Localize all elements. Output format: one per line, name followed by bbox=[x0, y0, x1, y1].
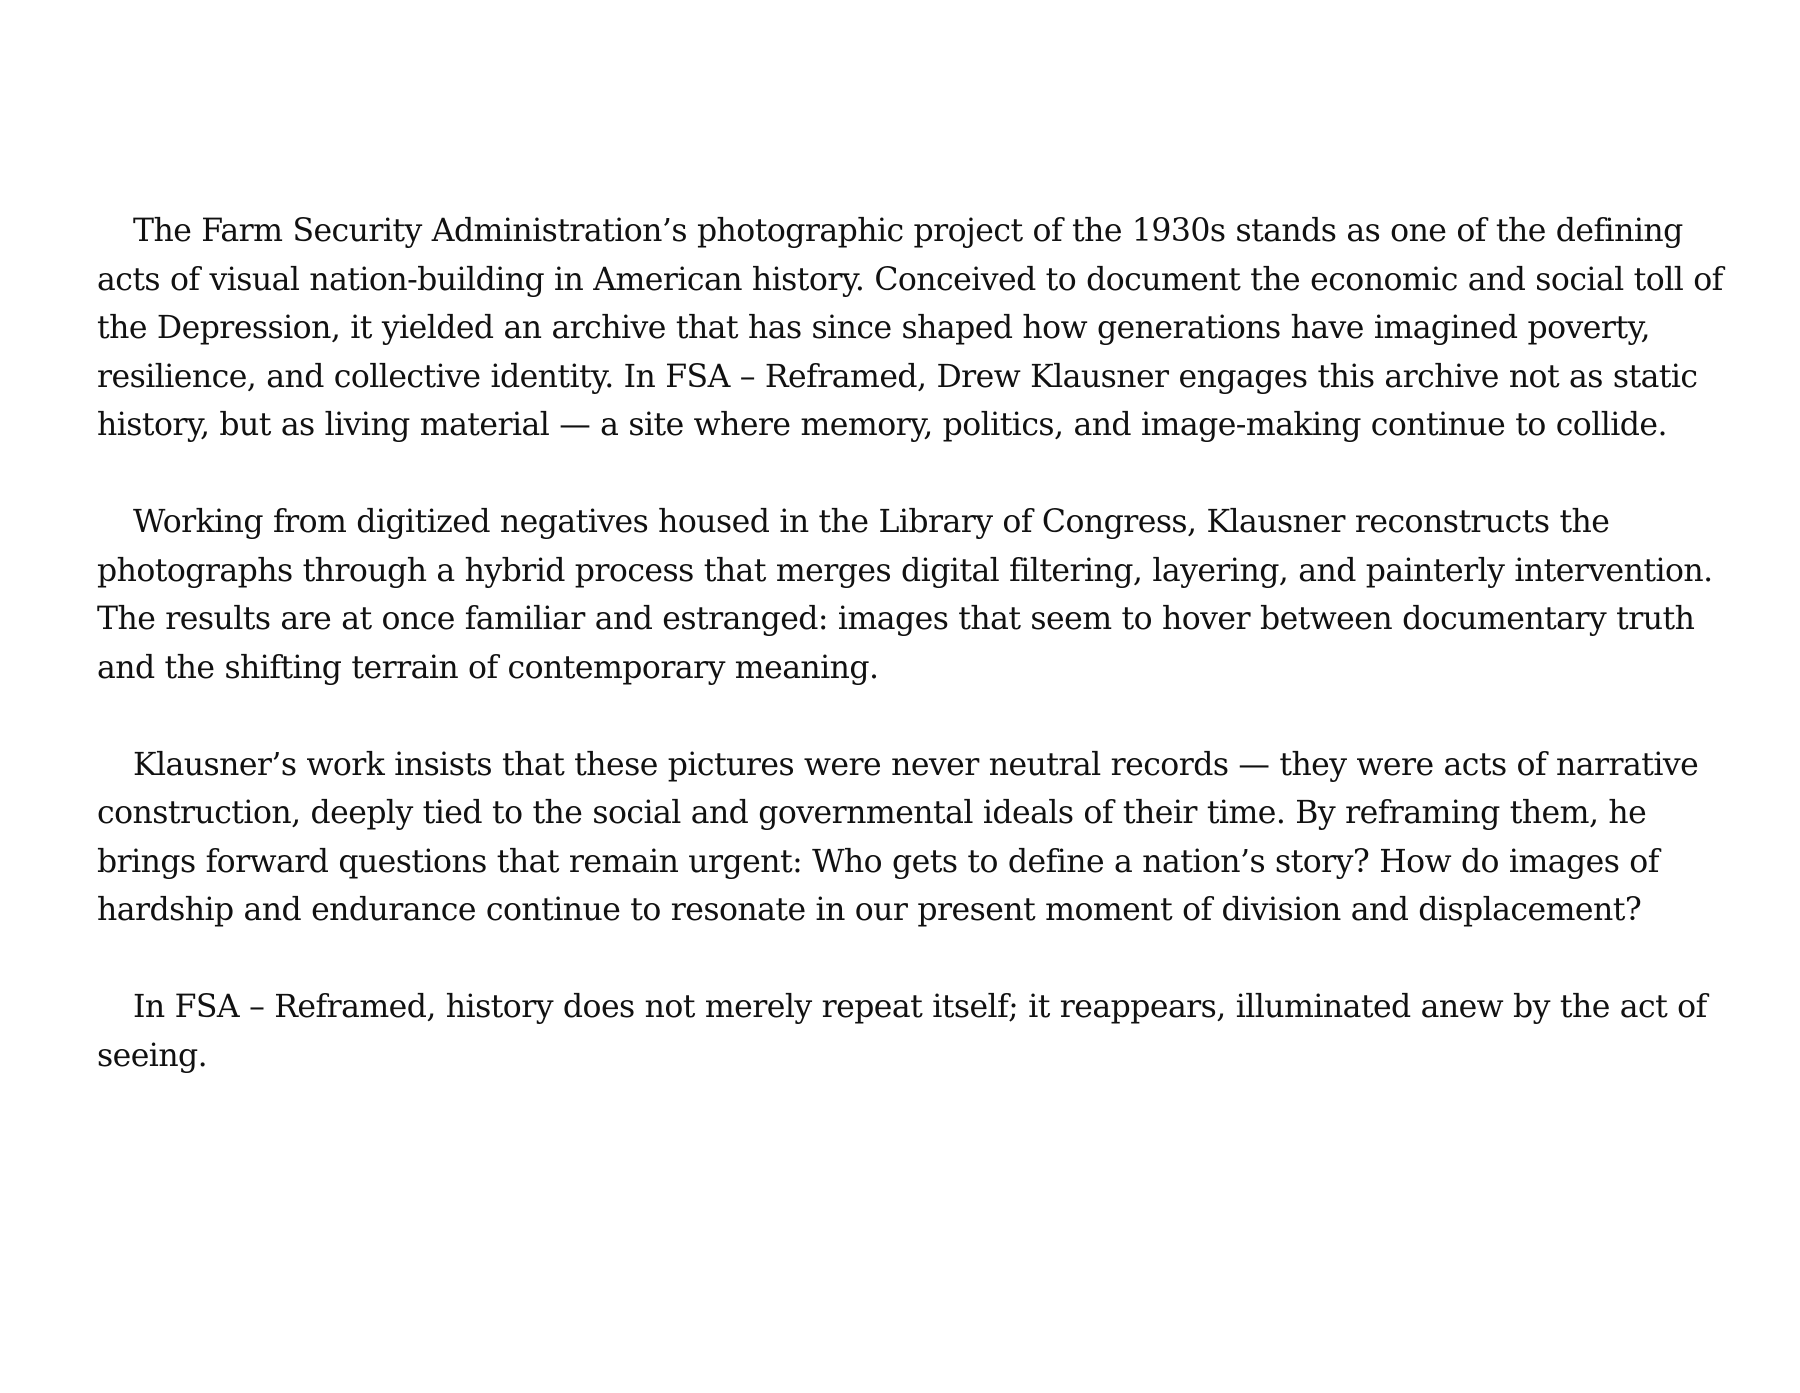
paragraph-1: The Farm Security Administration’s photographic project of the 1930s stands as one of the defining acts of visual nation-building in American history. Conceived to document the economic and social toll of the Depression, it yielded an archive that has since shaped how generations have imagined poverty, resilience, and collective identity. In FSA – Reframed, Drew Klausner engages this archive not as static history, but as living material — a site where memory, politics, and image-making continue to collide. bbox=[97, 213, 1723, 443]
paragraph-2: Working from digitized negatives housed in the Library of Congress, Klausner reconstructs the photographs through a hybrid process that merges digital filtering, layering, and painterly intervention. The results are at once familiar and estranged: images that seem to hover between documentary truth and the shifting terrain of contemporary meaning. bbox=[97, 504, 1713, 686]
paragraph-4: In FSA – Reframed, history does not merely repeat itself; it reappears, illuminated anew by the act of seeing. bbox=[97, 989, 1707, 1074]
paragraph-3: Klausner’s work insists that these pictures were never neutral records — they were acts of narrative construction, deeply tied to the social and governmental ideals of their time. By reframing them, he brings forward questions that remain urgent: Who gets to define a nation’s story? How do images of hardship and endurance continue to resonate in our present moment of division and displacement? bbox=[97, 746, 1699, 928]
body-text bbox=[97, 207, 1747, 1129]
